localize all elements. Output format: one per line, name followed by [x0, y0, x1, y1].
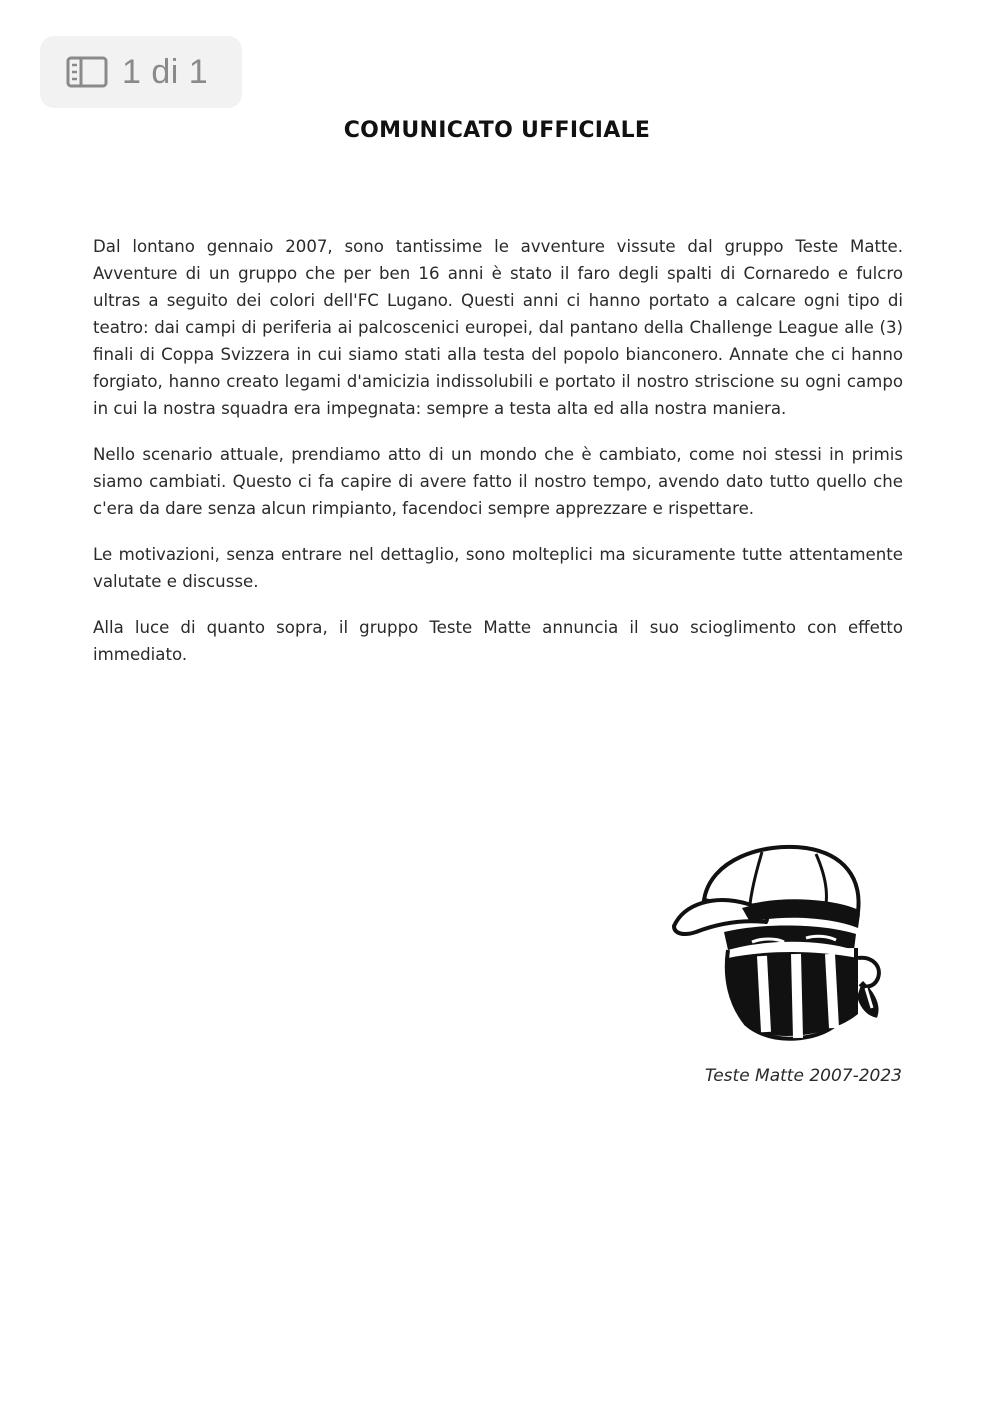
masked-ultras-head-logo — [666, 838, 888, 1044]
paragraph: Nello scenario attuale, prendiamo atto di un mondo che è cambiato, come noi stessi in primis siamo cambiati. Questo ci fa capire di avere fatto il nostro tempo, avendo dato tutto quello che c'era da dare senza alcun rimpianto, facendoci sempre apprezzare e rispettare. — [93, 445, 903, 518]
paragraph: Alla luce di quanto sopra, il gruppo Teste Matte annuncia il suo scioglimento con effetto immediato. — [93, 618, 903, 664]
page-indicator-label: 1 di 1 — [122, 52, 209, 91]
signature: Teste Matte 2007-2023 — [704, 1066, 902, 1086]
page-view-icon — [66, 56, 108, 88]
page-indicator[interactable] — [40, 36, 242, 108]
document-body — [93, 233, 903, 687]
paragraph: Dal lontano gennaio 2007, sono tantissime le avventure vissute dal gruppo Teste Matte. Avventure di un gruppo che per ben 16 anni è stato il faro degli spalti di Cornaredo e fulcro ultras a seguito dei colori dell'FC Lugano. Questi anni ci hanno portato a calcare ogni tipo di teatro: dai campi di periferia ai palcoscenici europei, dal pantano della Challenge League alle (3) finali di Coppa Svizzera in cui siamo stati alla testa del popolo bianconero. Annate che ci hanno forgiato, hanno creato legami d'amicizia indissolubili e portato il nostro striscione su ogni campo in cui la nostra squadra era impegnata: sempre a testa alta ed alla nostra maniera. — [93, 237, 903, 418]
paragraph: Le motivazioni, senza entrare nel dettaglio, sono molteplici ma sicuramente tutte attentamente valutate e discusse. — [93, 545, 903, 591]
document-title: COMUNICATO UFFICIALE — [343, 118, 651, 143]
